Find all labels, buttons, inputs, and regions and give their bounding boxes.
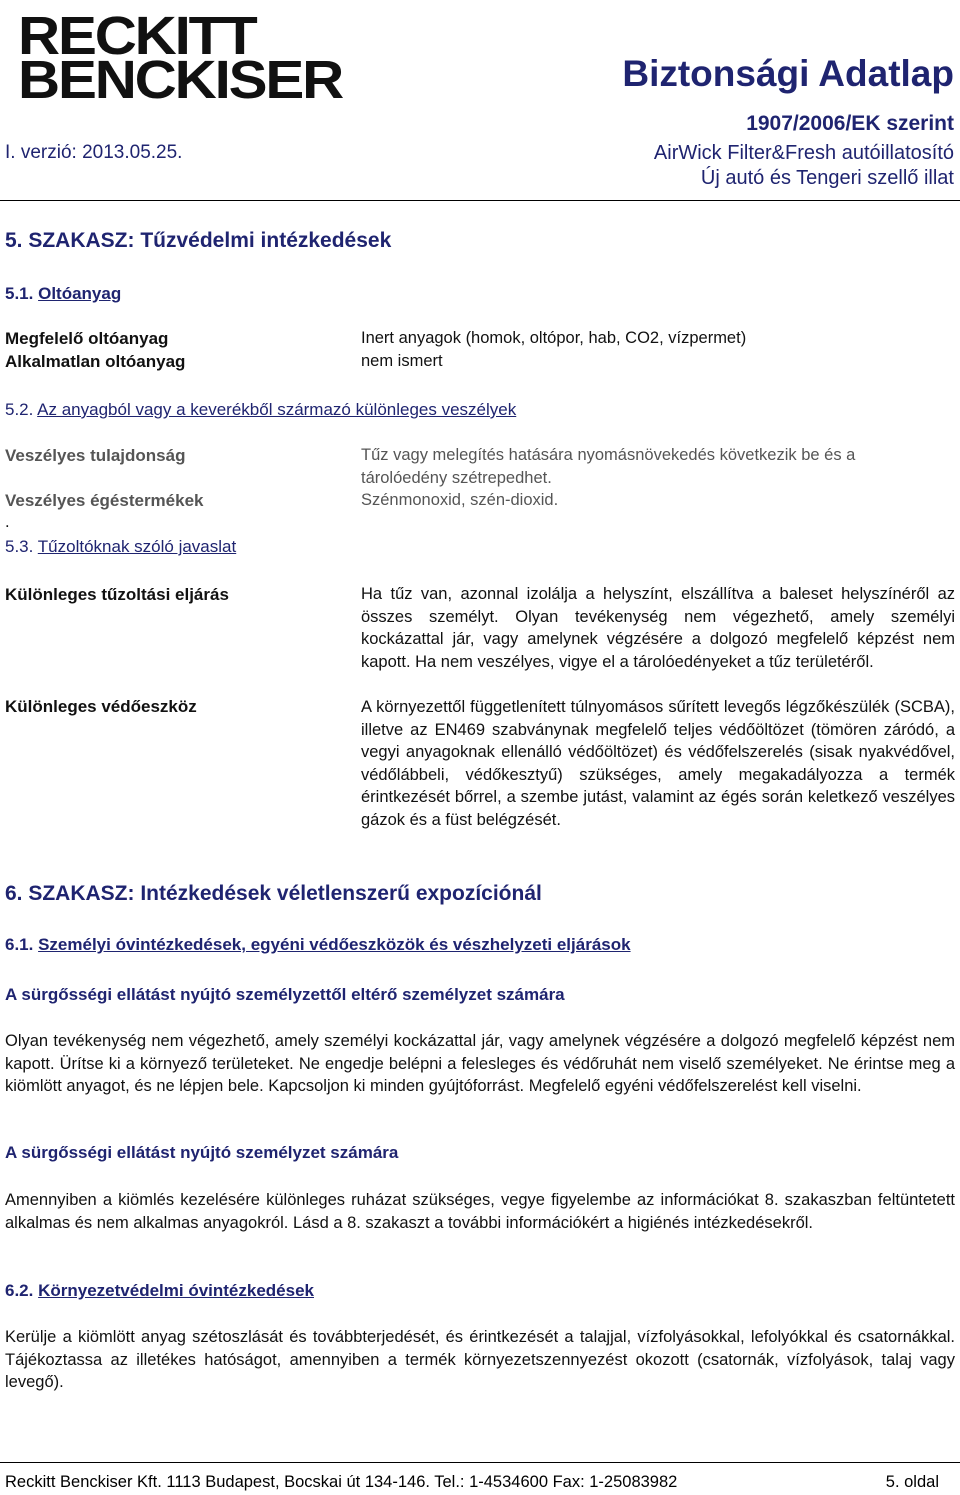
unsuitable-media-value: nem ismert bbox=[361, 352, 443, 370]
subsection-number: 6.1. bbox=[5, 935, 34, 954]
company-logo-line2: BENCKISER bbox=[18, 50, 343, 110]
subsection-6-1-heading bbox=[5, 935, 631, 955]
subsection-number: 5.1. bbox=[5, 284, 34, 303]
section6-title: 6. SZAKASZ: Intézkedések véletlenszerű expozíciónál bbox=[5, 882, 542, 905]
special-protective-equipment-value: A környezettől függetlenített túlnyomásos sűrített levegős légzőkészülék (SCBA), illetve az EN469 szabványnak megfelelő teljes védőöltözet (tömören záródó, a vegyi anyagoknak ellenálló védőöltözet) és védőfelszerelés (sisak nyakvédővel, védőlábbeli, védőkesztyű) szükséges, amely megakadályozza a termék érintkezését bőrrel, a szembe jutást, valamint az égés során keletkező veszélyes gázok és a füst belégzését. bbox=[361, 698, 955, 829]
section5-title: 5. SZAKASZ: Tűzvédelmi intézkedések bbox=[5, 229, 392, 252]
hazardous-property-value-line2: tárolóedény szétrepedhet. bbox=[361, 469, 552, 487]
emergency-responders-text: Amennyiben a kiömlés kezelésére különleges ruházat szükséges, vegye figyelembe az információkat 8. szakaszban feltüntetett alkalmas és nem alkalmas anyagokról. Lásd a 8. szakaszt a további információkért a higiénés intézkedésekről. bbox=[5, 1191, 955, 1232]
company-logo-line1: RECKITT bbox=[18, 6, 256, 66]
regulation-reference: 1907/2006/EK szerint bbox=[746, 112, 954, 135]
non-emergency-heading: A sürgősségi ellátást nyújtó személyzettől eltérő személyzet számára bbox=[5, 985, 565, 1004]
footer-divider bbox=[0, 1462, 960, 1463]
subsection-title: Személyi óvintézkedések, egyéni védőeszközök és vészhelyzeti eljárások bbox=[38, 935, 631, 954]
unsuitable-media-label: Alkalmatlan oltóanyag bbox=[5, 352, 186, 371]
product-name-line1: AirWick Filter&Fresh autóillatosító bbox=[653, 142, 954, 164]
hazardous-products-label: Veszélyes égéstermékek bbox=[5, 491, 204, 510]
footer-address: Reckitt Benckiser Kft. 1113 Budapest, Bocskai út 134-146. Tel.: 1-4534600 Fax: 1-25083982 bbox=[5, 1473, 678, 1491]
subsection-title: Oltóanyag bbox=[38, 284, 122, 303]
product-name-line2: Új autó és Tengeri szellő illat bbox=[700, 167, 954, 189]
subsection-5-2-heading bbox=[5, 400, 516, 420]
stray-dot: . bbox=[5, 513, 10, 531]
subsection-6-2-heading bbox=[5, 1281, 314, 1301]
suitable-media-value: Inert anyagok (homok, oltópor, hab, CO2, vízpermet) bbox=[361, 329, 747, 347]
subsection-number: 5.2. bbox=[5, 400, 34, 419]
subsection-title: Környezetvédelmi óvintézkedések bbox=[38, 1281, 314, 1300]
special-firefighting-value: Ha tűz van, azonnal izolálja a helyszínt, elszállítva a baleset helyszínéről az összes személyt. Olyan tevékenység nem végezhető, amely személyi kockázattal jár, vagy amelynek végzésére a dolgozó megfelelő képzést nem kapott. Ha nem veszélyes, vigye el a tárolóedényeket a tűz területéről. bbox=[361, 585, 955, 671]
hazardous-products-value: Szénmonoxid, szén-dioxid. bbox=[361, 491, 559, 509]
special-protective-equipment-label: Különleges védőeszköz bbox=[5, 697, 197, 716]
header-divider bbox=[0, 200, 960, 201]
page-number: 5. oldal bbox=[885, 1473, 939, 1491]
hazardous-property-value-line1: Tűz vagy melegítés hatására nyomásnövekedés következik be és a bbox=[361, 446, 856, 464]
non-emergency-text: Olyan tevékenység nem végezhető, amely személyi kockázattal jár, vagy amelynek végzésére a dolgozó megfelelő képzést nem kapott. Ürítse ki a környező területeket. Ne engedje belépni a felesleges és védőruhát nem viselő személyeket. Ne érintse meg a kiömlött anyagot, és ne lépjen bele. Kapcsoljon ki minden gyújtóforrást. Megfelelő egyéni védőfelszerelést kell viselni. bbox=[5, 1032, 955, 1095]
subsection-number: 5.3. bbox=[5, 537, 34, 556]
suitable-media-label: Megfelelő oltóanyag bbox=[5, 329, 169, 348]
subsection-title: Az anyagból vagy a keverékből származó különleges veszélyek bbox=[37, 400, 517, 419]
subsection-number: 6.2. bbox=[5, 1281, 34, 1300]
subsection-5-1-heading bbox=[5, 284, 121, 304]
subsection-title: Tűzoltóknak szóló javaslat bbox=[37, 537, 237, 556]
hazardous-property-label: Veszélyes tulajdonság bbox=[5, 446, 186, 465]
special-firefighting-label: Különleges tűzoltási eljárás bbox=[5, 585, 229, 604]
document-title: Biztonsági Adatlap bbox=[622, 53, 954, 94]
environmental-precautions-text: Kerülje a kiömlött anyag szétoszlását és továbbterjedését, és érintkezését a talajjal, vízfolyásokkal, lefolyókkal és csatornákkal. Tájékoztassa az illetékes hatóságot, amennyiben a termék környezetszennyezést okozott (csatornák, vízfolyások, talaj vagy levegő). bbox=[5, 1328, 955, 1391]
page-footer bbox=[5, 1473, 955, 1492]
emergency-responders-heading: A sürgősségi ellátást nyújtó személyzet számára bbox=[5, 1143, 399, 1162]
version-date: I. verzió: 2013.05.25. bbox=[5, 142, 183, 163]
subsection-5-3-heading bbox=[5, 537, 236, 557]
